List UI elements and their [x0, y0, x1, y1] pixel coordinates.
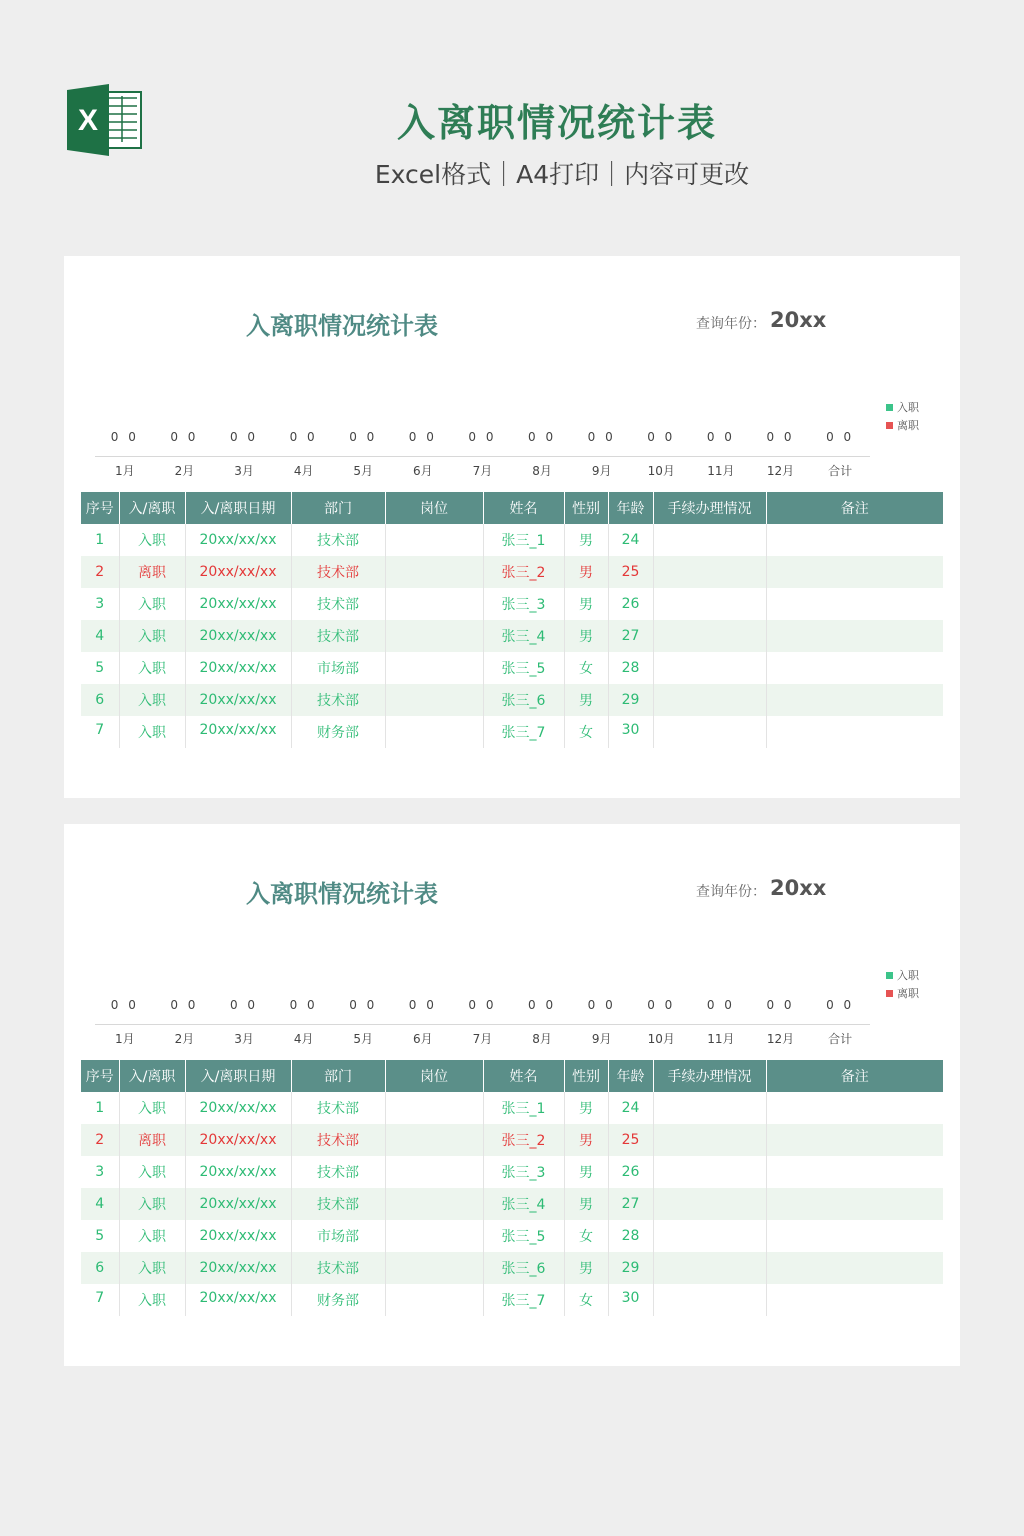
- table-cell[interactable]: 男: [564, 524, 608, 556]
- table-cell[interactable]: [653, 588, 766, 620]
- table-cell[interactable]: 市场部: [291, 1220, 385, 1252]
- table-cell[interactable]: 技术部: [291, 1124, 385, 1156]
- summary-value: 0 0: [110, 430, 139, 444]
- column-header: 手续办理情况: [653, 492, 766, 524]
- table-cell[interactable]: 入职: [119, 588, 185, 620]
- table-cell[interactable]: 20xx/xx/xx: [185, 716, 291, 748]
- table-cell[interactable]: [653, 652, 766, 684]
- legend-label: 离职: [897, 419, 919, 432]
- summary-value: 0 0: [229, 430, 259, 444]
- table-cell[interactable]: 技术部: [291, 524, 385, 556]
- table-cell[interactable]: 技术部: [291, 1252, 385, 1284]
- column-header: 序号: [81, 1060, 119, 1092]
- table-cell[interactable]: 技术部: [291, 684, 385, 716]
- table-cell[interactable]: [385, 1220, 483, 1252]
- table-cell[interactable]: [385, 1124, 483, 1156]
- column-header: 岗位: [385, 1060, 483, 1092]
- table-cell[interactable]: 张三_7: [483, 716, 564, 748]
- month-label: 3月: [234, 464, 254, 478]
- summary-value: 0 0: [647, 998, 676, 1012]
- summary-value: 0 0: [170, 998, 199, 1012]
- table-cell[interactable]: 20xx/xx/xx: [185, 620, 291, 652]
- table-cell[interactable]: 张三_5: [483, 1220, 564, 1252]
- legend-item: [886, 984, 919, 1002]
- table-cell[interactable]: 30: [608, 716, 653, 748]
- summary-value: 0 0: [587, 430, 616, 444]
- table-cell[interactable]: 20xx/xx/xx: [185, 1252, 291, 1284]
- table-cell[interactable]: 财务部: [291, 716, 385, 748]
- table-cell[interactable]: 张三_3: [483, 1156, 564, 1188]
- table-cell[interactable]: 市场部: [291, 652, 385, 684]
- summary-value: 0 0: [289, 998, 318, 1012]
- table-cell[interactable]: 20xx/xx/xx: [185, 1092, 291, 1124]
- summary-value: 0 0: [468, 998, 497, 1012]
- table-cell[interactable]: 入职: [119, 524, 185, 556]
- table-cell[interactable]: [653, 716, 766, 748]
- table-cell[interactable]: 张三_6: [483, 1252, 564, 1284]
- table-cell[interactable]: 28: [608, 652, 653, 684]
- legend-item: [886, 398, 919, 416]
- table-cell[interactable]: 技术部: [291, 1188, 385, 1220]
- table-cell[interactable]: [766, 1124, 943, 1156]
- table-cell[interactable]: 6: [81, 684, 119, 716]
- summary-value: 0 0: [349, 430, 378, 444]
- summary-value: 0 0: [826, 998, 855, 1012]
- table-cell[interactable]: 4: [81, 1188, 119, 1220]
- table-cell[interactable]: [766, 1220, 943, 1252]
- summary-value: 0 0: [289, 430, 318, 444]
- table-cell[interactable]: [766, 1188, 943, 1220]
- table-cell[interactable]: 入职: [119, 620, 185, 652]
- logo-letter: X: [77, 104, 99, 137]
- column-header: 入/离职: [119, 492, 185, 524]
- table-row: [81, 1252, 943, 1284]
- page-title: 入离职情况统计表: [396, 101, 717, 145]
- month-label: 8月: [532, 1032, 552, 1046]
- table-cell[interactable]: 男: [564, 620, 608, 652]
- column-header: 备注: [766, 1060, 943, 1092]
- table-cell[interactable]: 男: [564, 556, 608, 588]
- summary-value: 0 0: [826, 430, 855, 444]
- table-cell[interactable]: 男: [564, 1188, 608, 1220]
- table-cell[interactable]: 6: [81, 1252, 119, 1284]
- table-cell[interactable]: [766, 1252, 943, 1284]
- table-cell[interactable]: 入职: [119, 1284, 185, 1316]
- table-row: [81, 588, 943, 620]
- summary-months: [95, 462, 870, 482]
- legend-label: 入职: [897, 969, 919, 982]
- table-cell[interactable]: 张三_5: [483, 652, 564, 684]
- column-header: 入/离职: [119, 1060, 185, 1092]
- table-cell[interactable]: 20xx/xx/xx: [185, 524, 291, 556]
- table-cell[interactable]: 技术部: [291, 588, 385, 620]
- summary-value: 0 0: [408, 430, 437, 444]
- legend-label: 入职: [897, 401, 919, 414]
- table-cell[interactable]: 入职: [119, 1252, 185, 1284]
- table-row: [81, 556, 943, 588]
- table-cell[interactable]: 20xx/xx/xx: [185, 1188, 291, 1220]
- table-cell[interactable]: 男: [564, 684, 608, 716]
- summary-value: 0 0: [587, 998, 616, 1012]
- table-cell[interactable]: [385, 1284, 483, 1316]
- table-cell[interactable]: 3: [95, 1164, 105, 1180]
- table-cell[interactable]: [766, 1092, 943, 1124]
- table-cell[interactable]: [653, 524, 766, 556]
- summary-value: 0 0: [468, 430, 497, 444]
- chart-legend: [886, 398, 919, 434]
- chart-legend: [886, 966, 919, 1002]
- table-cell[interactable]: [766, 556, 943, 588]
- table-cell[interactable]: [766, 1156, 943, 1188]
- table-cell[interactable]: [385, 524, 483, 556]
- table-cell[interactable]: 入职: [119, 1092, 185, 1124]
- table-cell[interactable]: 张三_7: [483, 1284, 564, 1316]
- table-cell[interactable]: 20xx/xx/xx: [185, 1124, 291, 1156]
- summary-axis: [95, 1024, 870, 1025]
- table-cell[interactable]: 20xx/xx/xx: [185, 1284, 291, 1316]
- table-cell[interactable]: 入职: [119, 1220, 185, 1252]
- table-header-row: [81, 492, 943, 524]
- table-cell[interactable]: 24: [608, 1092, 653, 1124]
- table-cell[interactable]: 技术部: [291, 556, 385, 588]
- table-cell[interactable]: 技术部: [291, 1092, 385, 1124]
- table-cell[interactable]: 5: [95, 660, 105, 676]
- table-cell[interactable]: 26: [608, 1156, 653, 1188]
- sheet-title: 入离职情况统计表: [246, 312, 438, 340]
- sheet-card: [64, 824, 960, 1366]
- table-cell[interactable]: 女: [564, 1220, 608, 1252]
- month-label: 1月: [114, 464, 135, 478]
- sheet-title: 入离职情况统计表: [246, 880, 438, 908]
- table-cell[interactable]: 男: [564, 1156, 608, 1188]
- month-label: 10月: [647, 1032, 675, 1046]
- summary-value: 0 0: [706, 998, 735, 1012]
- table-cell[interactable]: 1: [95, 532, 105, 548]
- column-header: 入/离职日期: [185, 492, 291, 524]
- table-row: [81, 684, 943, 716]
- table-cell[interactable]: 男: [564, 1092, 608, 1124]
- table-cell[interactable]: 女: [564, 1284, 608, 1316]
- table-cell[interactable]: 张三_2: [483, 1124, 564, 1156]
- table-cell[interactable]: [766, 620, 943, 652]
- table-cell[interactable]: [653, 1252, 766, 1284]
- month-label: 4月: [293, 1032, 314, 1046]
- legend-swatch: [886, 990, 893, 997]
- monthly-summary-chart: [95, 998, 870, 1052]
- table-cell[interactable]: [766, 716, 943, 748]
- month-label: 5月: [353, 1032, 374, 1046]
- table-cell[interactable]: 入职: [119, 652, 185, 684]
- month-label: 2月: [174, 1032, 195, 1046]
- table-cell[interactable]: 1: [95, 1100, 105, 1116]
- table-cell[interactable]: 2: [81, 1124, 119, 1156]
- month-label: 3月: [234, 1032, 254, 1046]
- summary-months: [95, 1030, 870, 1050]
- table-row: [81, 1188, 943, 1220]
- month-label: 8月: [532, 464, 552, 478]
- month-label: 9月: [591, 1032, 612, 1046]
- table-cell[interactable]: [385, 1188, 483, 1220]
- column-header: 入/离职日期: [185, 1060, 291, 1092]
- table-cell[interactable]: 男: [564, 588, 608, 620]
- table-cell[interactable]: [385, 716, 483, 748]
- table-cell[interactable]: 入职: [119, 716, 185, 748]
- table-row: [81, 1124, 943, 1156]
- table-cell[interactable]: 离职: [119, 556, 185, 588]
- year-value[interactable]: 20xx: [770, 876, 827, 900]
- summary-values: [95, 998, 870, 1018]
- table-cell[interactable]: [653, 1220, 766, 1252]
- table-cell[interactable]: 2: [81, 556, 119, 588]
- summary-value: 0 0: [170, 430, 199, 444]
- table-cell[interactable]: [385, 556, 483, 588]
- summary-value: 0 0: [229, 998, 259, 1012]
- legend-label: 离职: [897, 987, 919, 1000]
- table-cell[interactable]: 张三_1: [483, 1092, 564, 1124]
- legend-swatch: [886, 404, 893, 411]
- summary-value: 0 0: [528, 430, 557, 444]
- month-label: 12月: [766, 464, 795, 478]
- monthly-summary-chart: [95, 430, 870, 484]
- table-cell[interactable]: [766, 524, 943, 556]
- month-label: 11月: [707, 464, 735, 478]
- table-cell[interactable]: [766, 684, 943, 716]
- column-header: 性别: [564, 492, 608, 524]
- table-cell[interactable]: [653, 684, 766, 716]
- table-cell[interactable]: 4: [81, 620, 119, 652]
- table-cell[interactable]: 5: [95, 1228, 105, 1244]
- table-row: [81, 1284, 943, 1316]
- table-cell[interactable]: 张三_4: [483, 1188, 564, 1220]
- table-cell[interactable]: [385, 652, 483, 684]
- table-cell[interactable]: [653, 1284, 766, 1316]
- table-cell[interactable]: 7: [95, 722, 105, 738]
- table-cell[interactable]: 20xx/xx/xx: [185, 1156, 291, 1188]
- summary-axis: [95, 456, 870, 457]
- year-label: 查询年份：: [696, 884, 766, 900]
- table-cell[interactable]: [653, 1092, 766, 1124]
- table-cell[interactable]: 29: [608, 684, 653, 716]
- table-cell[interactable]: [385, 588, 483, 620]
- table-cell[interactable]: 女: [564, 652, 608, 684]
- table-cell[interactable]: 26: [608, 588, 653, 620]
- summary-values: [95, 430, 870, 450]
- table-cell[interactable]: 张三_1: [483, 524, 564, 556]
- summary-value: 0 0: [528, 998, 557, 1012]
- table-cell[interactable]: 28: [608, 1220, 653, 1252]
- month-label: 合计: [828, 1032, 853, 1046]
- table-cell[interactable]: 27: [608, 1188, 653, 1220]
- month-label: 12月: [766, 1032, 795, 1046]
- table-cell[interactable]: 27: [608, 620, 653, 652]
- legend-swatch: [886, 972, 893, 979]
- summary-value: 0 0: [647, 430, 676, 444]
- table-cell[interactable]: 24: [608, 524, 653, 556]
- column-header: 手续办理情况: [653, 1060, 766, 1092]
- table-row: [81, 716, 943, 748]
- table-cell[interactable]: 张三_2: [483, 556, 564, 588]
- legend-swatch: [886, 422, 893, 429]
- table-cell[interactable]: [385, 684, 483, 716]
- table-cell[interactable]: 技术部: [291, 620, 385, 652]
- month-label: 1月: [114, 1032, 135, 1046]
- table-cell[interactable]: [766, 1284, 943, 1316]
- year-label: 查询年份：: [696, 316, 766, 332]
- month-label: 4月: [293, 464, 314, 478]
- table-cell[interactable]: [766, 588, 943, 620]
- table-row: [81, 1220, 943, 1252]
- table-cell[interactable]: 入职: [119, 1156, 185, 1188]
- column-header: 备注: [766, 492, 943, 524]
- column-header: 部门: [291, 1060, 385, 1092]
- table-cell[interactable]: 25: [608, 556, 653, 588]
- summary-value: 0 0: [706, 430, 735, 444]
- table-cell[interactable]: 3: [95, 596, 105, 612]
- table-cell[interactable]: 女: [564, 716, 608, 748]
- table-cell[interactable]: [385, 1156, 483, 1188]
- table-cell[interactable]: 财务部: [291, 1284, 385, 1316]
- month-label: 6月: [413, 1032, 433, 1046]
- column-header: 岗位: [385, 492, 483, 524]
- table-cell[interactable]: [653, 1156, 766, 1188]
- column-header: 年龄: [608, 1060, 653, 1092]
- table-cell[interactable]: 张三_3: [483, 588, 564, 620]
- month-label: 合计: [828, 464, 853, 478]
- table-cell[interactable]: [385, 620, 483, 652]
- month-label: 7月: [472, 464, 493, 478]
- table-cell[interactable]: 7: [95, 1290, 105, 1306]
- table-cell[interactable]: 30: [608, 1284, 653, 1316]
- table-row: [81, 620, 943, 652]
- year-value[interactable]: 20xx: [770, 308, 827, 332]
- table-header-row: [81, 1060, 943, 1092]
- table-cell[interactable]: [385, 1092, 483, 1124]
- legend-item: [886, 416, 919, 434]
- column-header: 姓名: [483, 492, 564, 524]
- table-row: [81, 1156, 943, 1188]
- table-cell[interactable]: 离职: [119, 1124, 185, 1156]
- table-cell[interactable]: [653, 1124, 766, 1156]
- table-cell[interactable]: 入职: [119, 1188, 185, 1220]
- table-cell[interactable]: [385, 1252, 483, 1284]
- table-cell[interactable]: 20xx/xx/xx: [185, 1220, 291, 1252]
- table-cell[interactable]: 20xx/xx/xx: [185, 588, 291, 620]
- table-cell[interactable]: 25: [608, 1124, 653, 1156]
- table-cell[interactable]: 技术部: [291, 1156, 385, 1188]
- month-label: 10月: [647, 464, 675, 478]
- table-cell[interactable]: 男: [564, 1124, 608, 1156]
- table-row: [81, 652, 943, 684]
- column-header: 性别: [564, 1060, 608, 1092]
- legend-item: [886, 966, 919, 984]
- table-cell[interactable]: 张三_4: [483, 620, 564, 652]
- table-cell[interactable]: [653, 620, 766, 652]
- summary-value: 0 0: [110, 998, 139, 1012]
- table-cell[interactable]: 入职: [119, 684, 185, 716]
- month-label: 7月: [472, 1032, 493, 1046]
- table-row: [81, 1092, 943, 1124]
- table-cell[interactable]: 20xx/xx/xx: [185, 684, 291, 716]
- table-cell[interactable]: [653, 1188, 766, 1220]
- table-row: [81, 524, 943, 556]
- month-label: 9月: [591, 464, 612, 478]
- summary-value: 0 0: [766, 430, 795, 444]
- summary-value: 0 0: [349, 998, 378, 1012]
- summary-value: 0 0: [766, 998, 795, 1012]
- column-header: 姓名: [483, 1060, 564, 1092]
- table-cell[interactable]: 男: [564, 1252, 608, 1284]
- table-cell[interactable]: [653, 556, 766, 588]
- page-subtitle: Excel格式｜A4打印｜内容可更改: [374, 160, 750, 189]
- column-header: 序号: [81, 492, 119, 524]
- summary-value: 0 0: [408, 998, 437, 1012]
- table-cell[interactable]: 29: [608, 1252, 653, 1284]
- month-label: 5月: [353, 464, 374, 478]
- table-cell[interactable]: 20xx/xx/xx: [185, 556, 291, 588]
- month-label: 2月: [174, 464, 195, 478]
- table-cell[interactable]: 张三_6: [483, 684, 564, 716]
- month-label: 11月: [707, 1032, 735, 1046]
- table-cell[interactable]: [766, 652, 943, 684]
- month-label: 6月: [413, 464, 433, 478]
- records-table: [81, 1060, 943, 1316]
- sheet-card: [64, 256, 960, 798]
- table-cell[interactable]: 20xx/xx/xx: [185, 652, 291, 684]
- column-header: 部门: [291, 492, 385, 524]
- column-header: 年龄: [608, 492, 653, 524]
- records-table: [81, 492, 943, 748]
